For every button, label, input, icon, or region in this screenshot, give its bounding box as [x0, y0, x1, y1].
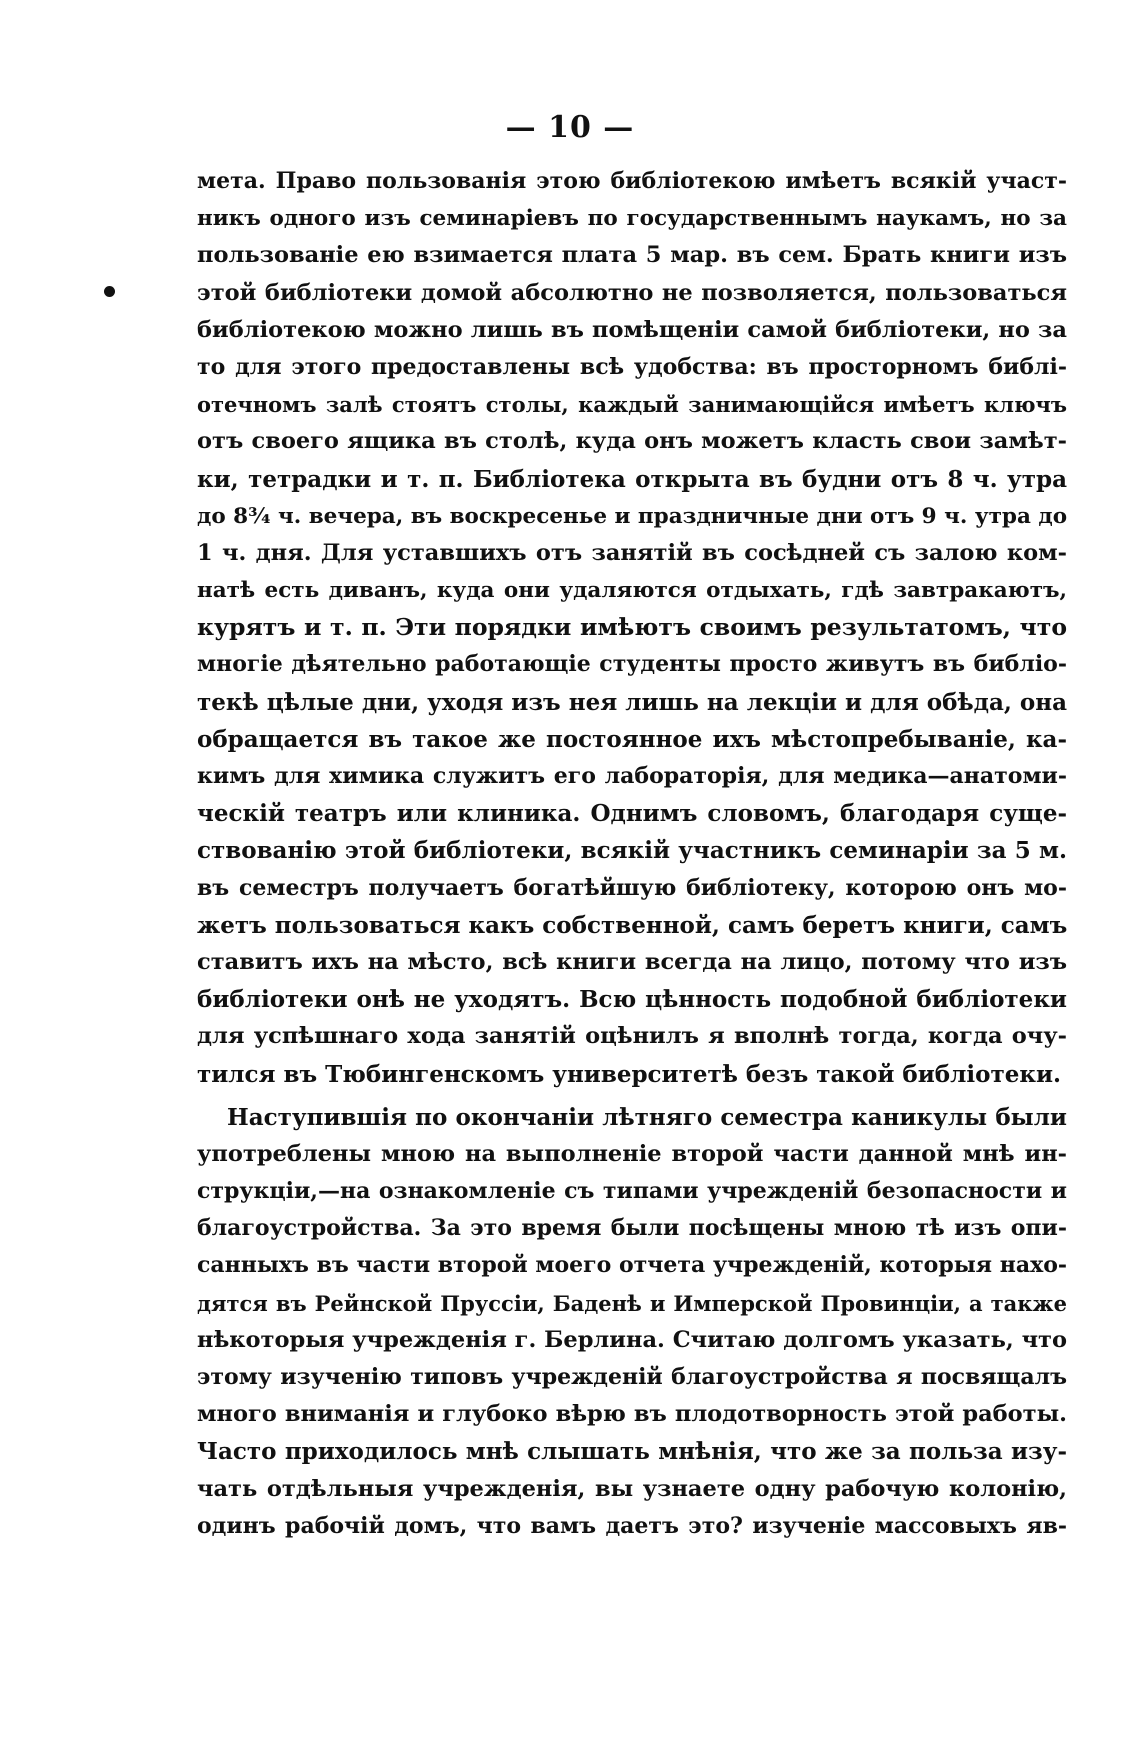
text-line: курятъ и т. п. Эти порядки имѣютъ своимъ результатомъ, что — [197, 613, 1067, 642]
text-line: этому изученію типовъ учрежденій благоустройства я посвящалъ — [197, 1364, 1067, 1390]
text-line: то для этого предоставлены всѣ удобства: въ просторномъ библі- — [197, 353, 1067, 380]
text-line: употреблены мною на выполненіе второй части данной мнѣ ин- — [197, 1140, 1067, 1167]
text-line: кимъ для химика служитъ его лабораторія, для медика—анатоми- — [197, 763, 1067, 789]
text-line: Часто приходилось мнѣ слышать мнѣнія, что же за польза изу- — [197, 1438, 1067, 1466]
text-line: въ семестръ получаетъ богатѣйшую библіотеку, которою онъ мо- — [197, 874, 1067, 901]
text-line: Наступившія по окончаніи лѣтняго семестра каникулы были — [227, 1103, 1067, 1131]
text-line: натѣ есть диванъ, куда они удаляются отдыхать, гдѣ завтракаютъ, — [197, 578, 1067, 604]
text-line: ческій театръ или клиника. Однимъ словомъ, благодаря суще- — [197, 800, 1067, 828]
text-line: санныхъ въ части второй моего отчета учрежденій, которыя нахо- — [197, 1252, 1067, 1279]
text-line: многіе дѣятельно работающіе студенты просто живутъ въ библіо- — [197, 651, 1067, 678]
text-line: библіотеки онѣ не уходятъ. Всю цѣнность подобной библіотеки — [197, 986, 1067, 1014]
text-line: 1 ч. дня. Для уставшихъ отъ занятій въ сосѣдней съ залою ком- — [197, 539, 1067, 566]
page-body — [197, 163, 1067, 1545]
text-line: для успѣшнаго хода занятій оцѣнилъ я вполнѣ тогда, когда очу- — [197, 1023, 1067, 1050]
text-line: жетъ пользоваться какъ собственной, самъ беретъ книги, самъ — [197, 911, 1068, 939]
text-line: одинъ рабочій домъ, что вамъ даетъ это? изученіе массовыхъ яв- — [197, 1512, 1067, 1539]
page-number: — 10 — — [505, 110, 635, 145]
text-line: ки, тетрадки и т. п. Библіотека открыта въ будни отъ 8 ч. утра — [197, 465, 1067, 493]
text-line: нѣкоторыя учрежденія г. Берлина. Считаю долгомъ указать, что — [197, 1326, 1067, 1353]
text-line: обращается въ такое же постоянное ихъ мѣстопребываніе, ка- — [197, 725, 1067, 753]
text-line: библіотекою можно лишь въ помѣщеніи самой библіотеки, но за — [197, 316, 1067, 343]
text-line: чать отдѣльныя учрежденія, вы узнаете одну рабочую колонію, — [197, 1475, 1067, 1502]
text-line: этой библіотеки домой абсолютно не позволяется, пользоваться — [197, 279, 1067, 306]
text-line: ставитъ ихъ на мѣсто, всѣ книги всегда на лицо, потому что изъ — [197, 948, 1067, 975]
paragraph-1 — [197, 163, 1067, 1093]
margin-ink-mark — [104, 286, 115, 297]
text-line: отъ своего ящика въ столѣ, куда онъ можетъ класть свои замѣт- — [197, 428, 1067, 455]
text-line: мета. Право пользованія этою библіотекою имѣетъ всякій участ- — [197, 168, 1067, 194]
text-line: текѣ цѣлые дни, уходя изъ нея лишь на лекціи и для обѣда, она — [197, 688, 1067, 716]
text-line: никъ одного изъ семинаріевъ по государственнымъ наукамъ, но за — [197, 206, 1067, 232]
paragraph-2 — [197, 1099, 1067, 1545]
text-line: струкціи,—на ознакомленіе съ типами учрежденій безопасности и — [197, 1178, 1067, 1205]
text-line: дятся въ Рейнской Пруссіи, Баденѣ и Имперской Провинціи, а также — [197, 1290, 1067, 1316]
text-line: благоустройства. За это время были посѣщены мною тѣ изъ опи- — [197, 1215, 1067, 1242]
text-line: отечномъ залѣ стоятъ столы, каждый занимающійся имѣетъ ключъ — [197, 392, 1067, 418]
text-line: тился въ Тюбингенскомъ университетѣ безъ такой библіотеки. — [197, 1060, 1062, 1088]
text-line: пользованіе ею взимается плата 5 мар. въ сем. Брать книги изъ — [197, 242, 1067, 269]
text-line: ствованію этой библіотеки, всякій участникъ семинаріи за 5 м. — [197, 837, 1067, 865]
text-line: много вниманія и глубоко вѣрю въ плодотворность этой работы. — [197, 1401, 1067, 1428]
text-line: до 8¾ ч. вечера, въ воскресенье и праздничные дни отъ 9 ч. утра до — [197, 503, 1068, 529]
